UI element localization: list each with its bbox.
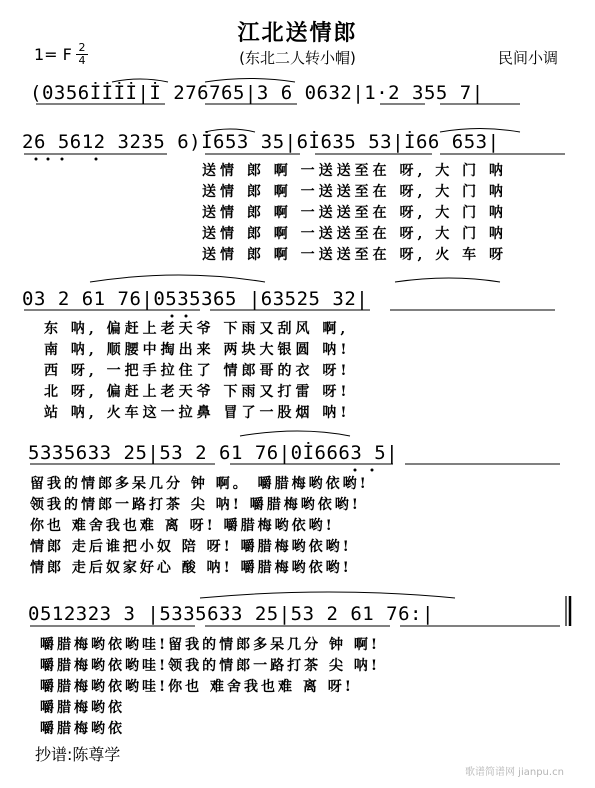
transcriber-credit: 抄谱:陈尊学 bbox=[35, 745, 121, 764]
lyric-line: 站 呐, 火车这一拉鼻 冒了一股烟 呐! bbox=[44, 405, 351, 421]
lyric-line: 嚼腊梅哟依 bbox=[40, 721, 125, 737]
lyric-line: 留我的情郎多呆几分 钟 啊。 嚼腊梅哟依哟! bbox=[30, 476, 369, 492]
song-title: 江北送情郎 bbox=[237, 21, 358, 46]
notation-line-4: 5335633 25|53 2 61 76|0İ6663 5| bbox=[28, 442, 399, 464]
lyric-line: 情郎 走后谁把小奴 陪 呀! 嚼腊梅哟依哟! bbox=[30, 539, 352, 555]
lyric-line: 你也 难舍我也难 离 呀! 嚼腊梅哟依哟! bbox=[30, 518, 335, 534]
notation-line-1: (0356İİİİ|İ 276765|3 6 0632|1·2 355 7| bbox=[30, 82, 484, 104]
key-signature: 1= F bbox=[34, 45, 72, 64]
time-signature-top: 2 bbox=[78, 41, 86, 54]
notation-line-3: 03 2 61 76|0535365 |63525 32| bbox=[22, 288, 369, 310]
lyric-line: 送情 郎 啊 一送送至在 呀, 大 门 呐 bbox=[202, 226, 507, 242]
lyric-line: 领我的情郎一路打茶 尖 呐! 嚼腊梅哟依哟! bbox=[30, 497, 361, 513]
notation-line-2: 26 5612 3235 6)İ653 35|6İ635 53|İ66 653| bbox=[22, 131, 500, 153]
lyric-line: 西 呀, 一把手拉住了 情郎哥的衣 呀! bbox=[44, 363, 351, 379]
slur bbox=[240, 431, 350, 436]
slur bbox=[90, 275, 265, 282]
composer-credit: 民间小调 bbox=[498, 49, 559, 67]
lyric-line: 南 呐, 顺腰中掏出来 两块大银圆 呐! bbox=[44, 342, 351, 358]
slur bbox=[200, 592, 455, 598]
time-signature bbox=[76, 42, 88, 67]
time-signature-bottom: 4 bbox=[76, 54, 88, 67]
lyric-line: 送情 郎 啊 一送送至在 呀, 火 车 呀 bbox=[202, 247, 507, 263]
lyric-line: 嚼腊梅哟依哟哇!领我的情郎一路打茶 尖 呐! bbox=[40, 658, 381, 674]
notation-line-5: 0512323 3 |5335633 25|53 2 61 76:| bbox=[28, 603, 434, 625]
slur bbox=[395, 278, 500, 282]
lyric-line: 送情 郎 啊 一送送至在 呀, 大 门 呐 bbox=[202, 205, 507, 221]
lyric-line: 送情 郎 啊 一送送至在 呀, 大 门 呐 bbox=[202, 163, 507, 179]
lyric-line: 嚼腊梅哟依哟哇!你也 难舍我也难 离 呀! bbox=[40, 679, 354, 695]
lyric-line: 情郎 走后奴家好心 酸 呐! 嚼腊梅哟依哟! bbox=[30, 560, 352, 576]
lyric-line: 送情 郎 啊 一送送至在 呀, 大 门 呐 bbox=[202, 184, 507, 200]
song-subtitle: (东北二人转小帽) bbox=[239, 49, 356, 67]
site-watermark: 歌谱简谱网 jianpu.cn bbox=[465, 767, 564, 778]
lyric-line: 嚼腊梅哟依 bbox=[40, 700, 125, 716]
lyric-line: 东 呐, 偏赶上老天爷 下雨又刮风 啊, bbox=[44, 321, 350, 337]
lyric-line: 北 呀, 偏赶上老天爷 下雨又打雷 呀! bbox=[44, 384, 351, 400]
lyric-line: 嚼腊梅哟依哟哇!留我的情郎多呆几分 钟 啊! bbox=[40, 637, 381, 653]
